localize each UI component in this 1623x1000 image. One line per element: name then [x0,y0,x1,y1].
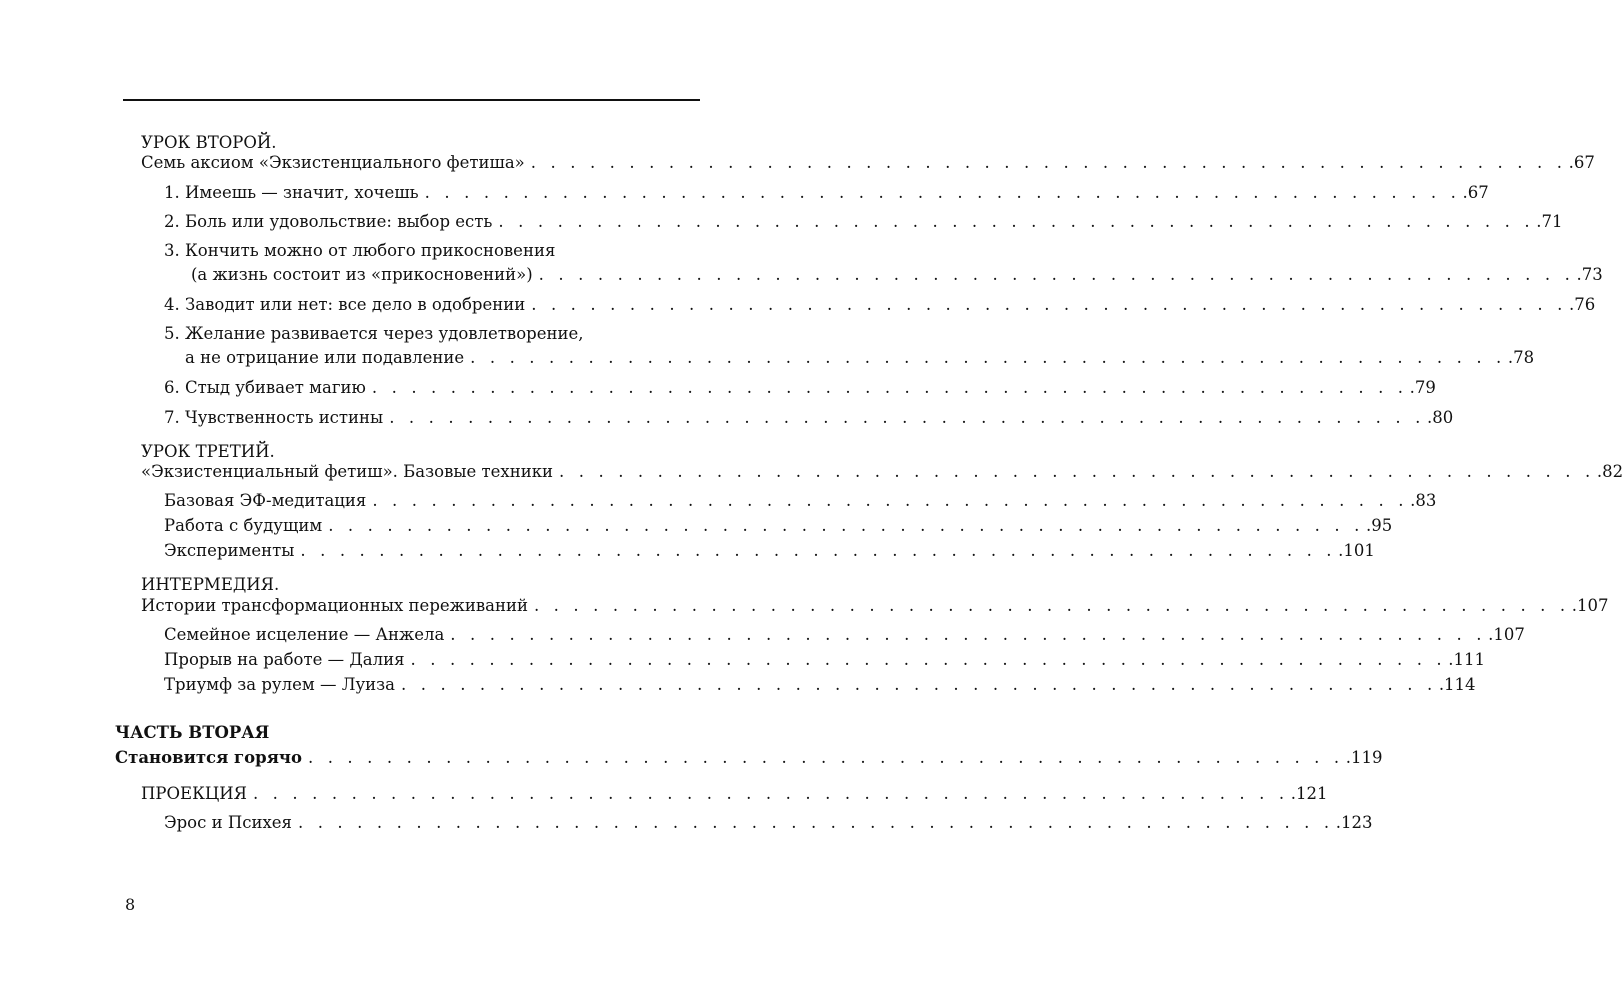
entry-page: .107 [1571,596,1609,615]
toc-entry[interactable] [164,406,1454,430]
entry-page: .80 [1427,408,1454,427]
dot-leader: . . . . . . . . . . . . . . . . . . . . . . . . . . . . . . . . . . . . . . . . . . . . . . . . . . . . . [401,675,1437,694]
toc-entry-projection[interactable] [141,782,1328,806]
dot-leader: . . . . . . . . . . . . . . . . . . . . . . . . . . . . . . . . . . . . . . . . . . . . . . . . . . . . . [410,650,1447,669]
dot-leader: . . . . . . . . . . . . . . . . . . . . . . . . . . . . . . . . . . . . . . . . . . . . . . . . . . . . . [307,748,1344,767]
entry-title: 6. Стыд убивает магию [164,378,366,397]
entry-title: Семь аксиом «Экзистенциального фетиша» [141,153,525,172]
toc-entry[interactable] [164,811,1373,835]
intermedia-heading: ИНТЕРМЕДИЯ. [141,575,280,594]
entry-title: 7. Чувственность истины [164,408,384,427]
entry-page: .83 [1410,491,1437,510]
dot-leader: . . . . . . . . . . . . . . . . . . . . . . . . . . . . . . . . . . . . . . . . . . . . . . . . . . . . . [424,183,1461,202]
toc-entry[interactable] [164,376,1436,400]
entry-title: 2. Боль или удовольствие: выбор есть [164,212,493,231]
entry-page: .67 [1462,183,1489,202]
dot-leader: . . . . . . . . . . . . . . . . . . . . . . . . . . . . . . . . . . . . . . . . . . . . . . . . . . . . . [300,541,1337,560]
entry-page: .107 [1488,625,1525,644]
entry-page: .67 [1568,153,1595,172]
dot-leader: . . . . . . . . . . . . . . . . . . . . . . . . . . . . . . . . . . . . . . . . . . . . . . . . . . . . . [372,491,1409,510]
top-rule [123,99,700,101]
entry-page: .111 [1448,650,1486,669]
toc-entry[interactable] [164,648,1486,672]
toc-entry[interactable] [164,489,1437,513]
dot-leader: . . . . . . . . . . . . . . . . . . . . . . . . . . . . . . . . . . . . . . . . . . . . . . . . . . . . . [530,153,1567,172]
entry-page: .78 [1507,348,1535,367]
dot-leader: . . . . . . . . . . . . . . . . . . . . . . . . . . . . . . . . . . . . . . . . . . . . . . . . . . . . . [450,625,1487,644]
entry-title: 1. Имеешь — значит, хочешь [164,183,419,202]
page-number: 8 [125,895,136,914]
entry-page: .71 [1536,212,1563,231]
lesson2-heading: УРОК ВТОРОЙ. [141,133,277,152]
entry-title-line1: 3. Кончить можно от любого прикосновения [164,241,556,260]
entry-title: (а жизнь состоит из «прикосновений») [191,265,533,284]
dot-leader: . . . . . . . . . . . . . . . . . . . . . . . . . . . . . . . . . . . . . . . . . . . . . . . . . . . . . [498,212,1535,231]
toc-entry[interactable] [191,263,1603,287]
entry-title: Базовая ЭФ-медитация [164,491,367,510]
dot-leader: . . . . . . . . . . . . . . . . . . . . . . . . . . . . . . . . . . . . . . . . . . . . . . . . . . . . . [328,516,1364,535]
entry-title: Прорыв на работе — Далия [164,650,405,669]
entry-title: Эрос и Психея [164,813,292,832]
entry-title: Триумф за рулем — Луиза [164,675,395,694]
entry-page: .121 [1290,784,1328,803]
dot-leader: . . . . . . . . . . . . . . . . . . . . . . . . . . . . . . . . . . . . . . . . . . . . . . . . . . . . . [371,378,1408,397]
entry-page: .76 [1569,295,1596,314]
dot-leader: . . . . . . . . . . . . . . . . . . . . . . . . . . . . . . . . . . . . . . . . . . . . . . . . . . . . . [533,596,1570,615]
entry-page: .82 [1596,462,1623,481]
dot-leader: . . . . . . . . . . . . . . . . . . . . . . . . . . . . . . . . . . . . . . . . . . . . . . . . . . . . . [531,295,1568,314]
part2-heading: ЧАСТЬ ВТОРАЯ [115,723,270,742]
dot-leader: . . . . . . . . . . . . . . . . . . . . . . . . . . . . . . . . . . . . . . . . . . . . . . . . . . . . . [297,813,1334,832]
entry-title: Семейное исцеление — Анжела [164,625,445,644]
toc-entry[interactable] [164,539,1375,563]
dot-leader: . . . . . . . . . . . . . . . . . . . . . . . . . . . . . . . . . . . . . . . . . . . . . . . . . . . . . [389,408,1425,427]
lesson3-heading: УРОК ТРЕТИЙ. [141,442,275,461]
dot-leader: . . . . . . . . . . . . . . . . . . . . . . . . . . . . . . . . . . . . . . . . . . . . . . . . . . . . . [252,784,1289,803]
entry-page: .101 [1338,541,1375,560]
entry-title: Истории трансформационных переживаний [141,596,528,615]
entry-title: 4. Заводит или нет: все дело в одобрении [164,295,526,314]
toc-entry[interactable] [185,346,1535,370]
entry-title: Эксперименты [164,541,295,560]
toc-entry-lesson3[interactable] [141,460,1623,484]
toc-entry[interactable] [164,514,1393,538]
toc-entry[interactable] [164,673,1476,697]
entry-page: .95 [1366,516,1393,535]
entry-page: .119 [1345,748,1383,767]
toc-entry[interactable] [164,293,1596,317]
entry-page: .73 [1576,265,1603,284]
dot-leader: . . . . . . . . . . . . . . . . . . . . . . . . . . . . . . . . . . . . . . . . . . . . . . . . . . . . . [538,265,1575,284]
toc-entry[interactable] [164,181,1489,205]
toc-entry[interactable] [164,210,1563,234]
entry-title: а не отрицание или подавление [185,348,465,367]
entry-page: .123 [1335,813,1373,832]
dot-leader: . . . . . . . . . . . . . . . . . . . . . . . . . . . . . . . . . . . . . . . . . . . . . . . . . . . . . [559,462,1595,481]
entry-title-line1: 5. Желание развивается через удовлетворение, [164,324,584,343]
entry-title: «Экзистенциальный фетиш». Базовые техники [141,462,554,481]
toc-entry-intermedia[interactable] [141,594,1609,618]
toc-entry[interactable] [164,623,1525,647]
entry-title: ПРОЕКЦИЯ [141,784,247,803]
toc-entry-lesson2[interactable] [141,151,1595,175]
entry-page: .79 [1409,378,1436,397]
entry-page: .114 [1438,675,1476,694]
toc-entry-part2[interactable] [115,746,1383,770]
dot-leader: . . . . . . . . . . . . . . . . . . . . . . . . . . . . . . . . . . . . . . . . . . . . . . . . . . . . . [470,348,1506,367]
entry-title: Становится горячо [115,748,302,767]
entry-title: Работа с будущим [164,516,323,535]
